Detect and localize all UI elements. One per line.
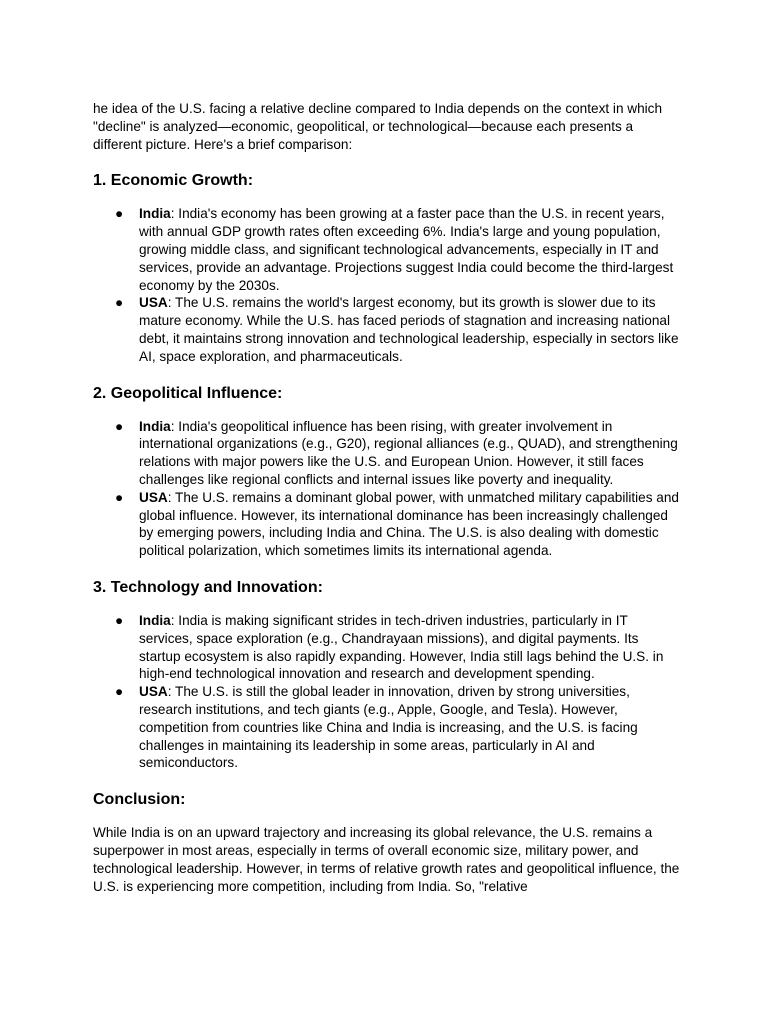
item-text: : India's economy has been growing at a faster pace than the U.S. in recent years, with annual GDP growth rates often exceeding 6%. India's large and young population, growing middle class, and significant technological advancements, especially in IT and services, provide an advantage. Projections suggest India could become the third-largest economy by the 2030s. — [139, 206, 674, 293]
item-label: India — [139, 418, 171, 434]
item-text: : The U.S. remains a dominant global power, with unmatched military capabilities and global influence. However, its international dominance has been increasingly challenged by emerging powers, including India and China. The U.S. is also dealing with domestic political polarization, which sometimes limits its international agenda. — [139, 489, 679, 559]
item-label: India — [139, 612, 171, 628]
list-item — [93, 489, 683, 560]
conclusion-paragraph: While India is on an upward trajectory and increasing its global relevance, the U.S. remains a superpower in most areas, especially in terms of overall economic size, military power, and technological leadership. However, in terms of relative growth rates and geopolitical influence, the U.S. is experiencing more competition, including from India. So, "relative — [93, 825, 680, 894]
item-text: : The U.S. is still the global leader in innovation, driven by strong universities, research institutions, and tech giants (e.g., Apple, Google, and Tesla). However, competition from countries like China and India is increasing, and the U.S. is facing challenges in maintaining its leadership in some areas, particularly in AI and semiconductors. — [139, 684, 638, 771]
section-heading-technology-innovation: 3. Technology and Innovation: — [93, 578, 323, 596]
item-text: : India's geopolitical influence has been rising, with greater involvement in international organizations (e.g., G20), regional alliances (e.g., QUAD), and strengthening relations with major powers like the U.S. and European Union. However, it still faces challenges like regional conflicts and internal issues like poverty and inequality. — [139, 418, 678, 487]
document-body — [93, 100, 683, 895]
list-item — [93, 294, 683, 365]
bullet-icon: ● — [115, 612, 124, 628]
bullet-icon: ● — [115, 418, 124, 434]
bullet-icon: ● — [115, 295, 124, 311]
bullet-icon: ● — [115, 206, 124, 222]
list-item — [93, 418, 683, 489]
conclusion-heading: Conclusion: — [93, 791, 186, 809]
list-item — [93, 205, 683, 294]
list-item — [93, 612, 683, 683]
item-label: USA — [139, 295, 168, 311]
bullet-icon: ● — [115, 489, 124, 505]
item-text: : The U.S. remains the world's largest economy, but its growth is slower due to its mature economy. While the U.S. has faced periods of stagnation and increasing national debt, it maintains strong innovation and technological leadership, especially in sectors like AI, space exploration, and pharmaceuticals. — [139, 295, 679, 364]
bullet-list-geopolitical-influence — [93, 418, 683, 560]
intro-paragraph: he idea of the U.S. facing a relative decline compared to India depends on the context in which "decline" is analyzed—economic, geopolitical, or technological—because each presents a different picture. Here's a brief comparison: — [93, 101, 663, 152]
item-label: India — [139, 206, 171, 222]
item-text: : India is making significant strides in tech-driven industries, particularly in IT services, space exploration (e.g., Chandrayaan missions), and digital payments. Its startup ecosystem is also rapidly expanding. However, India still lags behind the U.S. in high-end technological innovation and research and development spending. — [139, 612, 664, 682]
list-item — [93, 683, 683, 772]
item-label: USA — [139, 684, 168, 700]
item-label: USA — [139, 489, 168, 505]
bullet-list-technology-innovation — [93, 612, 683, 772]
bullet-list-economic-growth — [93, 205, 683, 365]
section-heading-geopolitical-influence: 2. Geopolitical Influence: — [93, 384, 283, 402]
bullet-icon: ● — [115, 684, 124, 700]
section-heading-economic-growth: 1. Economic Growth: — [93, 172, 254, 190]
